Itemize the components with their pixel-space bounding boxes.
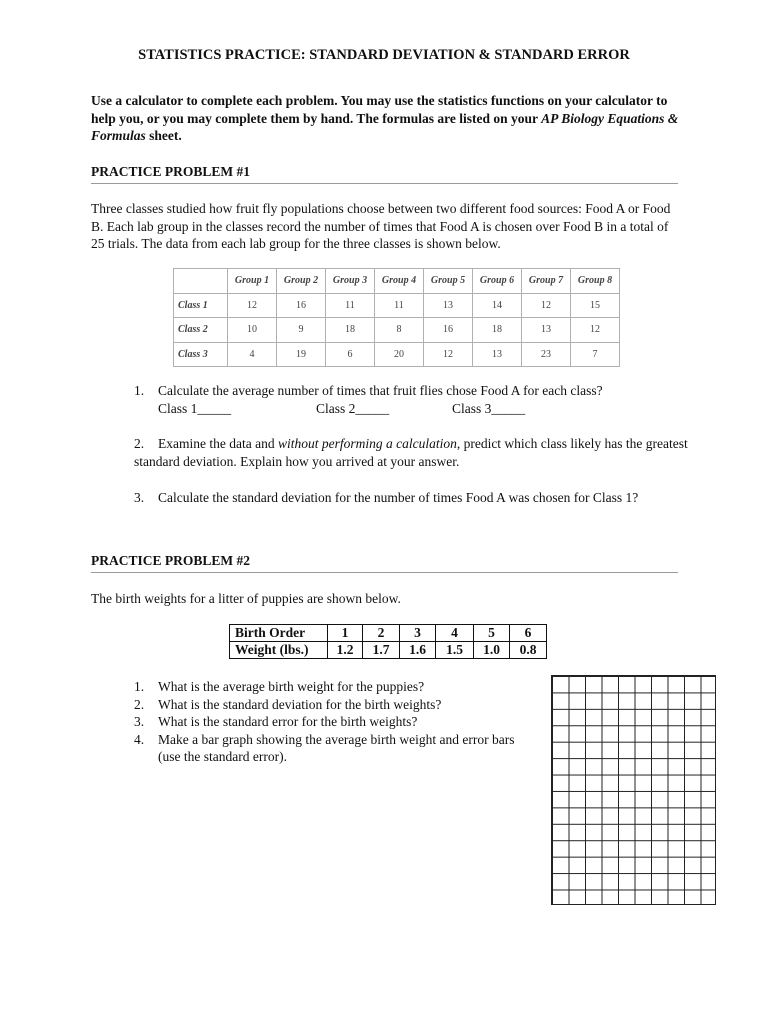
question-text: Examine the data and (158, 436, 278, 451)
instructions (91, 92, 681, 145)
table-row (230, 642, 547, 659)
table-cell: 16 (424, 318, 473, 343)
question-number: 3. (134, 714, 145, 729)
question-number: 3. (134, 490, 145, 505)
class-1-blank: Class 1_____ (158, 400, 232, 416)
table-cell: 20 (375, 342, 424, 367)
row-label: Weight (lbs.) (230, 642, 328, 659)
table-cell: 1.6 (400, 642, 436, 659)
question-3 (134, 489, 694, 507)
table-cell: 15 (571, 293, 620, 318)
row-label: Class 1 (174, 293, 228, 318)
table-cell: 1.2 (328, 642, 363, 659)
instructions-text-end: sheet. (145, 128, 182, 143)
table-header-cell: Group 3 (326, 269, 375, 294)
table-header-cell: Group 4 (375, 269, 424, 294)
table-cell: 11 (326, 293, 375, 318)
table-header-cell: Group 7 (522, 269, 571, 294)
question-text: What is the standard error for the birth weights? (158, 714, 418, 729)
table-cell: 19 (277, 342, 326, 367)
table-header-cell: Group 6 (473, 269, 522, 294)
table-header-cell: Group 2 (277, 269, 326, 294)
problem-2-description: The birth weights for a litter of puppies are shown below. (91, 591, 401, 606)
table-row (174, 342, 620, 367)
table-cell: 10 (228, 318, 277, 343)
question-text-cont: , predict which class likely has the greatest standard deviation. Explain how you arrived at your answer. (134, 436, 688, 469)
table-cell: 13 (424, 293, 473, 318)
table-cell: 3 (400, 625, 436, 642)
table-row (230, 625, 547, 642)
problem-1-heading: PRACTICE PROBLEM #1 (91, 164, 678, 184)
page-title: STATISTICS PRACTICE: STANDARD DEVIATION & STANDARD ERROR (138, 47, 630, 63)
fruit-fly-table (173, 268, 620, 367)
question-text: Calculate the average number of times that fruit flies chose Food A for each class? (158, 383, 603, 398)
class-3-blank: Class 3_____ (452, 400, 526, 416)
question-emphasis: without performing a calculation (277, 436, 457, 451)
question-2 (134, 435, 694, 470)
table-cell: 12 (522, 293, 571, 318)
table-cell: 7 (571, 342, 620, 367)
row-label: Birth Order (230, 625, 328, 642)
instructions-text: Use a calculator to complete each problem. You may use the statistics functions on your calculator to help you, or you may complete them by hand. The formulas are listed on your (91, 93, 668, 126)
table-cell: 18 (326, 318, 375, 343)
question-text: What is the average birth weight for the puppies? (158, 679, 425, 694)
list-item (134, 713, 534, 731)
row-label: Class 3 (174, 342, 228, 367)
table-cell: 11 (375, 293, 424, 318)
table-cell: 6 (326, 342, 375, 367)
table-cell: 0.8 (510, 642, 547, 659)
table-cell: 23 (522, 342, 571, 367)
table-cell: 13 (473, 342, 522, 367)
table-header-cell: Group 8 (571, 269, 620, 294)
question-text: Calculate the standard deviation for the number of times Food A was chosen for Class 1? (158, 490, 639, 505)
table-cell: 1 (328, 625, 363, 642)
table-header-cell: Group 5 (424, 269, 473, 294)
question-number: 2. (134, 436, 145, 451)
table-row (174, 293, 620, 318)
table-cell: 18 (473, 318, 522, 343)
table-cell: 1.7 (363, 642, 400, 659)
problem-1-description: Three classes studied how fruit fly populations choose between two different food sources: Food A or Food B. Each lab group in the classes record the number of times that Food A is chosen over Food B in a total of 25 trials. The data from each lab group for the three classes is shown below. (91, 201, 671, 251)
table-cell: 12 (228, 293, 277, 318)
question-text-cont: (use the standard error). (158, 749, 287, 764)
table-cell: 9 (277, 318, 326, 343)
list-item (134, 678, 534, 696)
problem-2-heading: PRACTICE PROBLEM #2 (91, 553, 678, 573)
table-cell: 13 (522, 318, 571, 343)
table-header-cell: Group 1 (228, 269, 277, 294)
table-cell: 6 (510, 625, 547, 642)
instructions-sheet-name: AP Biology Equations & Formulas (91, 110, 679, 143)
table-cell: 5 (474, 625, 510, 642)
table-cell: 1.5 (436, 642, 474, 659)
table-header-row (174, 269, 620, 294)
puppy-weight-table (229, 624, 547, 659)
question-number: 4. (134, 731, 145, 747)
list-item (134, 731, 534, 749)
class-2-blank: Class 2_____ (316, 400, 390, 416)
table-row (174, 318, 620, 343)
table-cell: 4 (436, 625, 474, 642)
problem-2-questions (134, 678, 534, 766)
table-cell: 4 (228, 342, 277, 367)
row-label: Class 2 (174, 318, 228, 343)
table-cell: 8 (375, 318, 424, 343)
table-cell: 16 (277, 293, 326, 318)
table-cell: 12 (424, 342, 473, 367)
question-number: 2. (134, 696, 145, 712)
table-cell: 1.0 (474, 642, 510, 659)
question-number: 1. (134, 383, 145, 398)
graph-grid (551, 675, 716, 905)
table-cell: 14 (473, 293, 522, 318)
question-number: 1. (134, 679, 145, 694)
list-item (134, 696, 534, 714)
question-text: What is the standard deviation for the birth weights? (158, 696, 442, 712)
table-cell: 2 (363, 625, 400, 642)
question-text: Make a bar graph showing the average birth weight and error bars (158, 731, 515, 747)
question-1 (134, 382, 694, 417)
table-corner-cell (174, 269, 228, 294)
table-cell: 12 (571, 318, 620, 343)
